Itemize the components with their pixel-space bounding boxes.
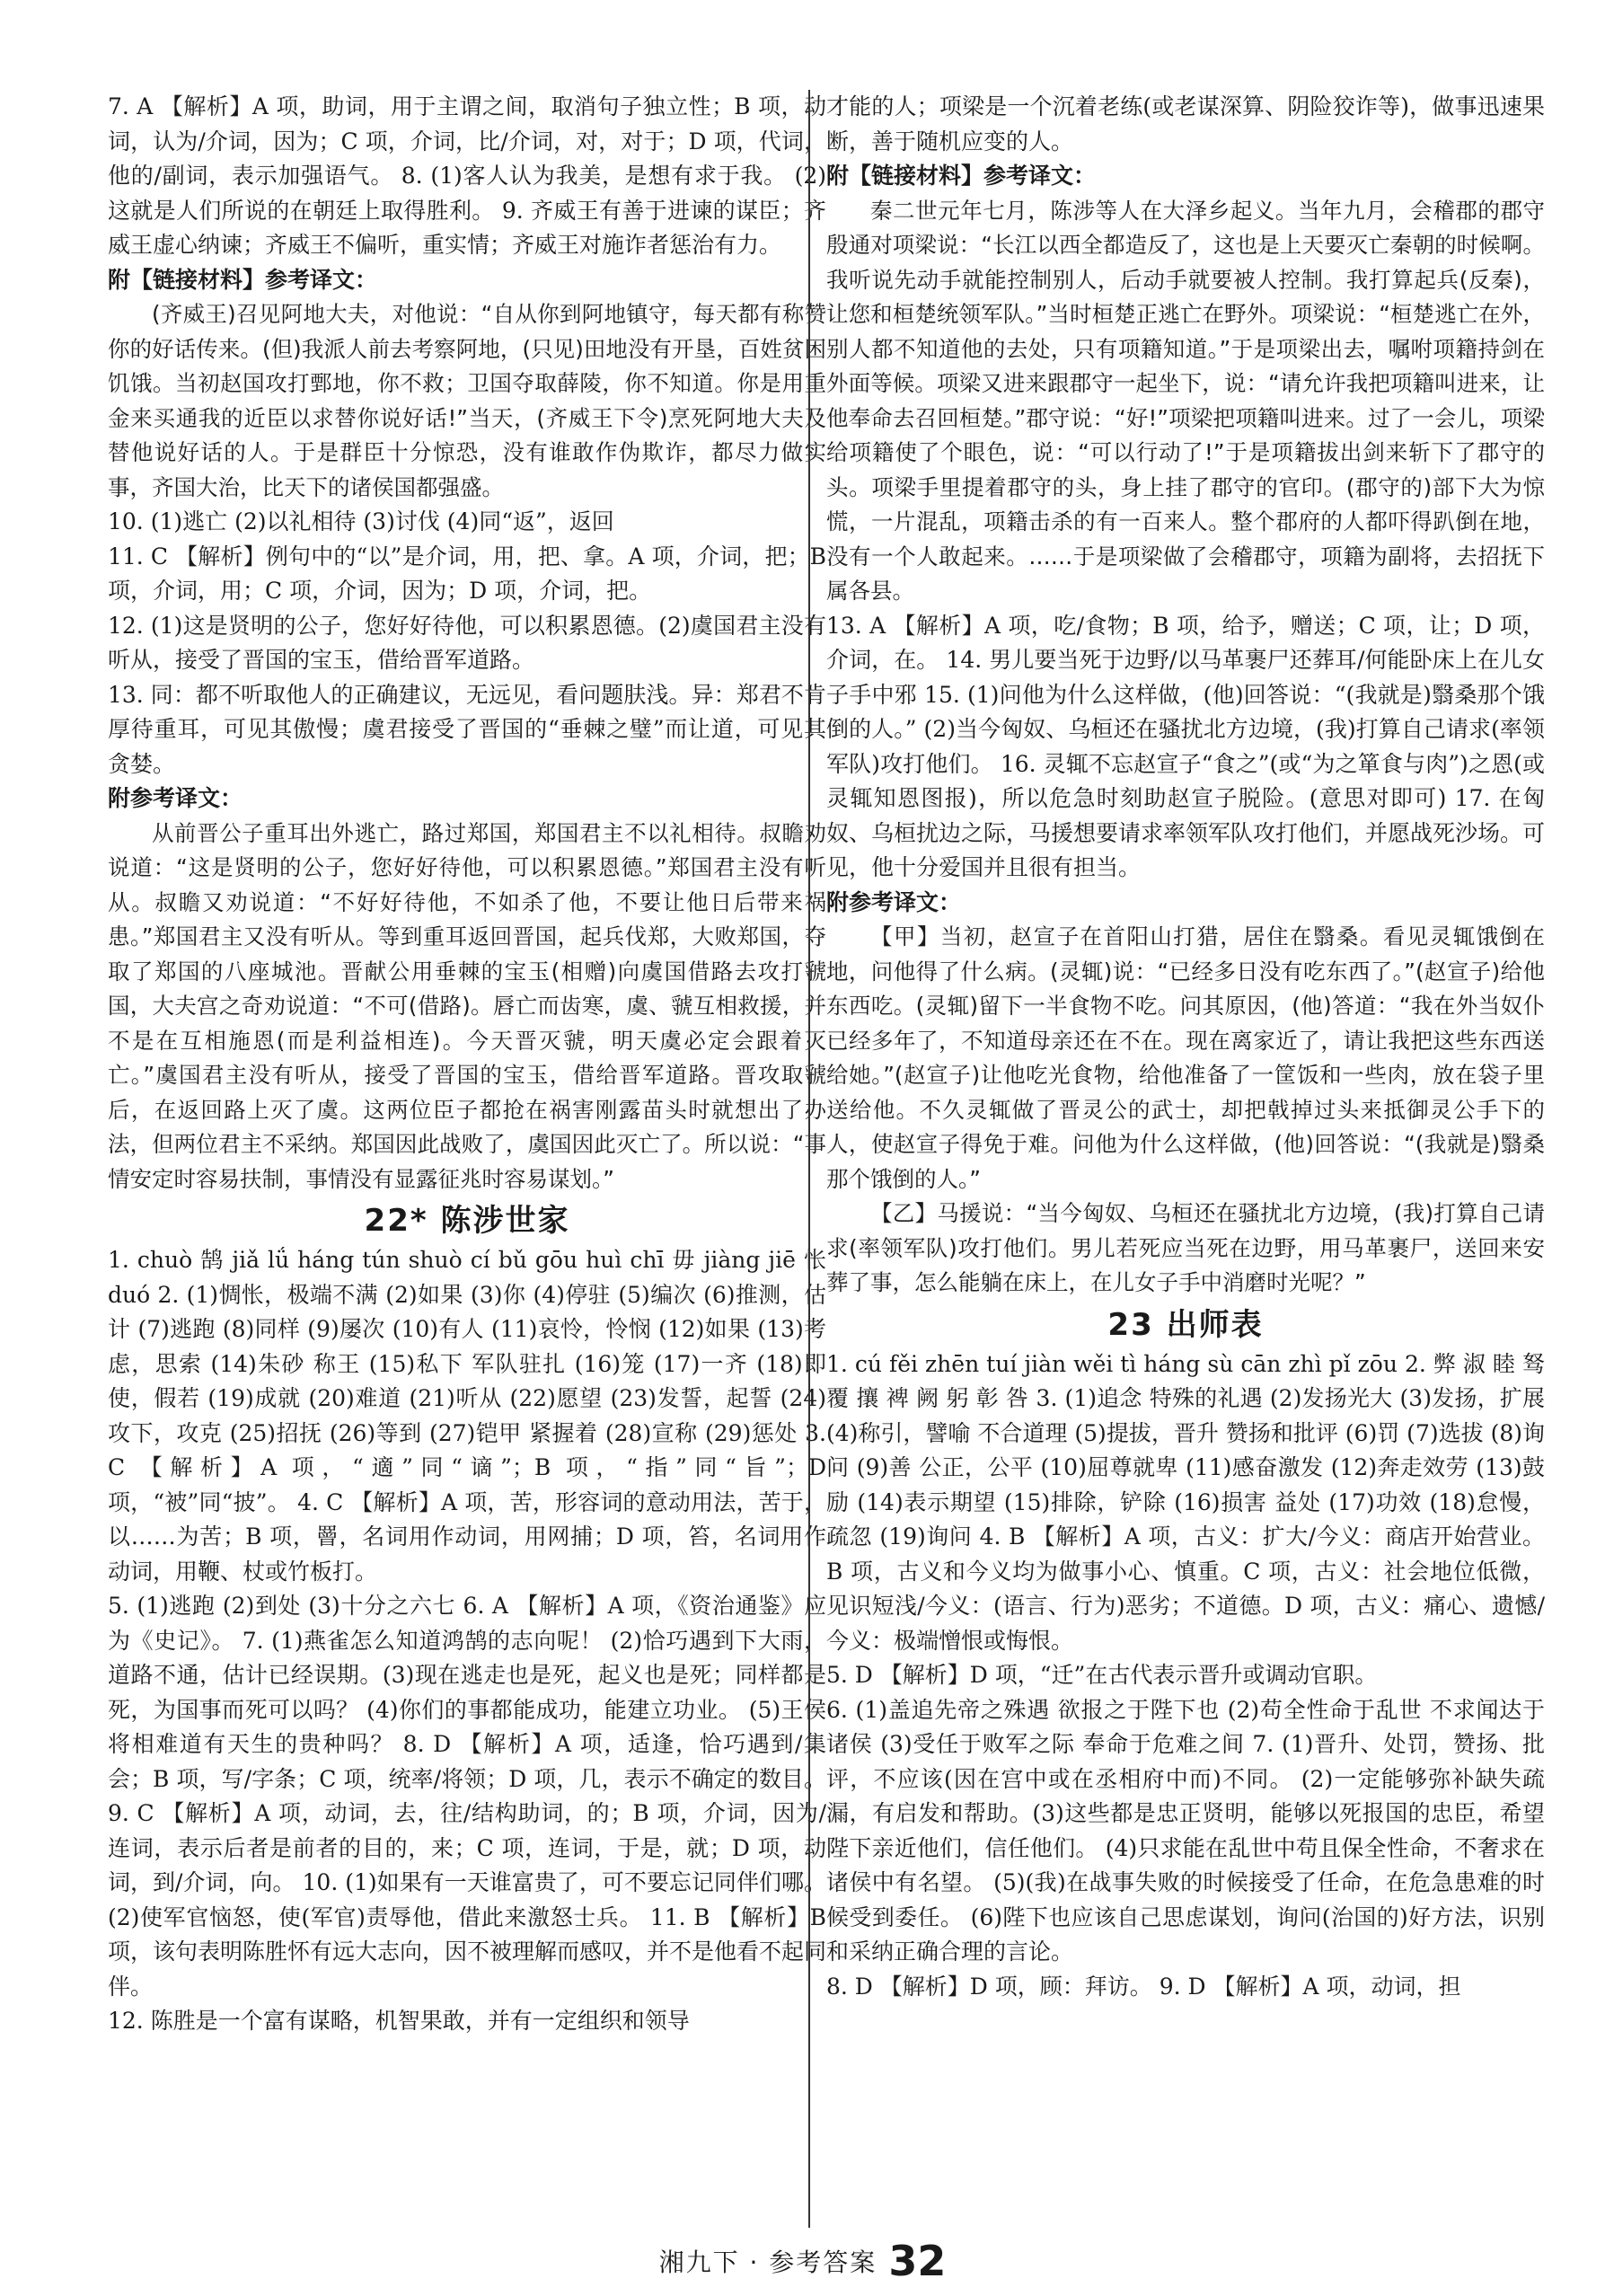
right-column: [826, 90, 1545, 2232]
translation-heading: 附参考译文：: [108, 785, 243, 811]
translation-heading: 附【链接材料】参考译文：: [108, 266, 378, 293]
answer-paragraph: 5. D 【解析】D 项，“迁”在古代表示晋升或调动官职。: [826, 1662, 1378, 1688]
left-column: [108, 90, 826, 2232]
answer-paragraph: 12. (1)这是贤明的公子，您好好待他，可以积累恩德。(2)虞国君主没有听从，接受了晋国的宝玉，借给晋军道路。: [108, 612, 826, 673]
answer-paragraph: 才能的人；项梁是一个沉着老练(或老谋深算、阴险狡诈等)，做事迅速果断，善于随机应变的人。: [826, 93, 1545, 155]
answer-paragraph: 13. A 【解析】A 项，吃/食物；B 项，给予，赠送；C 项，让；D 项，介词，在。 14. 男儿要当死于边野/以马革裹尸还葬耳/何能卧床上在儿女子手中邪 15. (1)问他为什么这样做，(他)回答说：“(我就是)翳桑那个饿倒的人。” (2)当今匈奴、乌桓还在骚扰北方边境，(我)打算自己请求(率领军队)攻打他们。 16. 灵辄不忘赵宣子“食之”(或“为之箪食与肉”)之恩(或灵辄知恩图报)，所以危急时刻助赵宣子脱险。(意思对即可) 17. 在匈奴、乌桓扰边之际，马援想要请求率领军队攻打他们，并愿战死沙场。可见，他十分爱国并且很有担当。: [826, 612, 1545, 880]
answer-paragraph: 8. D 【解析】D 项，顾：拜访。 9. D 【解析】A 项，动词，担: [826, 1973, 1461, 2000]
translation-paragraph: (齐威王)召见阿地大夫，对他说：“自从你到阿地镇守，每天都有称赞你的好话传来。(但)我派人前去考察阿地，(只见)田地没有开垦，百姓贫困饥饿。当初赵国攻打鄄地，你不救；卫国夺取薛陵，你不知道。你是用重金来买通我的近臣以求替你说好话!”当天，(齐威王下令)烹死阿地大夫及替他说好话的人。于是群臣十分惊恐，没有谁敢作伪欺诈，都尽力做实事，齐国大治，比天下的诸侯国都强盛。: [108, 301, 826, 500]
page-footer: [0, 2237, 1605, 2285]
answer-paragraph: 1. cú fěi zhēn tuí jiàn wěi tì háng sù cān zhì pǐ zōu 2. 弊 淑 睦 驽 覆 攘 裨 阙 躬 彰 咎 3. (1)追念 特殊的礼遇 (2)发扬光大 (3)发扬，扩展 (4)称引，譬喻 不合道理 (5)提拔，晋升 赞扬和批评 (6)罚 (7)选拔 (8)询问 (9)善 公正，公平 (10)屈尊就卑 (11)感奋激发 (12)奔走效劳 (13)鼓励 (14)表示期望 (15)排除，铲除 (16)损害 益处 (17)功效 (18)怠慢，疏忽 (19)询问 4. B 【解析】A 项，古义：扩大/今义：商店开始营业。B 项，古义和今义均为做事小心、慎重。C 项，古义：社会地位低微，见识短浅/今义：(语言、行为)恶劣；不道德。D 项，古义：痛心、遗憾/今义：极端憎恨或悔恨。: [826, 1350, 1545, 1654]
answer-paragraph: 6. (1)盖追先帝之殊遇 欲报之于陛下也 (2)苟全性命于乱世 不求闻达于诸侯 (3)受任于败军之际 奉命于危难之间 7. (1)晋升、处罚，赞扬、批评，不应该(因在宫中或在丞相府中而)不同。 (2)一定能够弥补缺失疏漏，有启发和帮助。(3)这些都是忠正贤明，能够以死报国的忠臣，希望陛下亲近他们，信任他们。 (4)只求能在乱世中苟且保全性命，不奢求在诸侯中有名望。 (5)(我)在战事失败的时候接受了任命，在危急患难的时候受到委任。 (6)陛下也应该自己思虑谋划，询问(治国的)好方法，识别和采纳正确合理的言论。: [826, 1696, 1545, 1965]
answer-paragraph: 10. (1)逃亡 (2)以礼相待 (3)讨伐 (4)同“返”，返回: [108, 508, 614, 534]
answer-paragraph: 7. A 【解析】A 项，助词，用于主谓之间，取消句子独立性；B 项，动词，认为/介词，因为；C 项，介词，比/介词，对，对于；D 项，代词，他的/副词，表示加强语气。 8. (1)客人认为我美，是想有求于我。 (2)这就是人们所说的在朝廷上取得胜利。 9. 齐威王有善于进谏的谋臣；齐威王虚心纳谏；齐威王不偏听，重实情；齐威王对施诈者惩治有力。: [108, 93, 826, 258]
answer-paragraph: 5. (1)逃跑 (2)到处 (3)十分之六七 6. A 【解析】A 项，《资治通鉴》应为《史记》。 7. (1)燕雀怎么知道鸿鹄的志向呢！ (2)恰巧遇到下大雨，道路不通，估计已经误期。(3)现在逃走也是死，起义也是死；同样都是死，为国事而死可以吗？ (4)你们的事都能成功，能建立功业。 (5)王侯将相难道有天生的贵种吗？ 8. D 【解析】A 项，适逢，恰巧遇到/集会；B 项，写/字条；C 项，统率/将领；D 项，几，表示不确定的数目。 9. C 【解析】A 项，动词，去，往/结构助词，的；B 项，介词，因为/连词，表示后者是前者的目的，来；C 项，连词，于是，就；D 项，动词，到/介词，向。 10. (1)如果有一天谁富贵了，可不要忘记同伴们哪。 (2)使军官恼怒，使(军官)责辱他，借此来激怒士兵。 11. B 【解析】B 项，该句表明陈胜怀有远大志向，因不被理解而感叹，并不是他看不起同伴。: [108, 1593, 826, 2000]
footer-title: 湘九下 · 参考答案: [658, 2247, 877, 2277]
column-divider: [808, 90, 810, 2228]
translation-heading: 附参考译文：: [826, 888, 962, 915]
section-title: 22* 陈涉世家: [364, 1203, 570, 1239]
answer-paragraph: 11. C 【解析】例句中的“以”是介词，用，把、拿。A 项，介词，把；B 项，介词，用；C 项，介词，因为；D 项，介词，把。: [108, 543, 826, 604]
translation-paragraph: 【乙】马援说：“当今匈奴、乌桓还在骚扰北方边境，(我)打算自己请求(率领军队)攻打他们。男儿若死应当死在边野，用马革裹尸，送回来安葬了事，怎么能躺在床上，在儿女子手中消磨时光呢？”: [826, 1200, 1545, 1295]
answer-paragraph: 13. 同：都不听取他人的正确建议，无远见，看问题肤浅。异：郑君不肯厚待重耳，可见其傲慢；虞君接受了晋国的“垂棘之璧”而让道，可见其贪婪。: [108, 681, 826, 777]
answer-paragraph: 1. chuò 鹄 jiǎ lǘ háng tún shuò cí bǔ gōu huì chī 毋 jiàng jiē 怅 duó 2. (1)惆怅，极端不满 (2)如果 (3)你 (4)停驻 (5)编次 (6)推测，估计 (7)逃跑 (8)同样 (9)屡次 (10)有人 (11)哀怜，怜悯 (12)如果 (13)考虑，思索 (14)朱砂 称王 (15)私下 军队驻扎 (16)笼 (17)一齐 (18)即使，假若 (19)成就 (20)难道 (21)听从 (22)愿望 (23)发誓，起誓 (24)攻下，攻克 (25)招抚 (26)等到 (27)铠甲 紧握着 (28)宣称 (29)惩处 3. C 【解析】A 项，“適”同“谪”；B 项，“指”同“旨”；D 项，“被”同“披”。 4. C 【解析】A 项，苦，形容词的意动用法，苦于，以……为苦；B 项，罾，名词用作动词，用网捕；D 项，笞，名词用作动词，用鞭、杖或竹板打。: [108, 1247, 826, 1585]
answer-paragraph: 12. 陈胜是一个富有谋略，机智果敢，并有一定组织和领导: [108, 2008, 690, 2034]
translation-paragraph: 秦二世元年七月，陈涉等人在大泽乡起义。当年九月，会稽郡的郡守殷通对项梁说：“长江以西全都造反了，这也是上天要灭亡秦朝的时候啊。我听说先动手就能控制别人，后动手就要被人控制。我打算起兵(反秦)，让您和桓楚统领军队。”当时桓楚正逃亡在野外。项梁说：“桓楚逃亡在外，别人都不知道他的去处，只有项籍知道。”于是项梁出去，嘱咐项籍持剑在外面等候。项梁又进来跟郡守一起坐下，说：“请允许我把项籍叫进来，让他奉命去召回桓楚。”郡守说：“好!”项梁把项籍叫进来。过了一会儿，项梁给项籍使了个眼色，说：“可以行动了!”于是项籍拔出剑来斩下了郡守的头。项梁手里提着郡守的头，身上挂了郡守的官印。(郡守的)部下大为惊慌，一片混乱，项籍击杀的有一百来人。整个郡府的人都吓得趴倒在地，没有一个人敢起来。……于是项梁做了会稽郡守，项籍为副将，去招抚下属各县。: [826, 197, 1545, 604]
translation-paragraph: 从前晋公子重耳出外逃亡，路过郑国，郑国君主不以礼相待。叔瞻劝说道：“这是贤明的公子，您好好待他，可以积累恩德。”郑国君主没有听从。叔瞻又劝说道：“不好好待他，不如杀了他，不要让他日后带来祸患。”郑国君主又没有听从。等到重耳返回晋国，起兵伐郑，大败郑国，夺取了郑国的八座城池。晋献公用垂棘的宝玉(相赠)向虞国借路去攻打虢国，大夫宫之奇劝说道：“不可(借路)。唇亡而齿寒，虞、虢互相救援，并不是在互相施恩(而是利益相连)。今天晋灭虢，明天虞必定会跟着灭亡。”虞国君主没有听从，接受了晋国的宝玉，借给晋军道路。晋攻取虢后，在返回路上灭了虞。这两位臣子都抢在祸害刚露苗头时就想出了办法，但两位君主不采纳。郑国因此战败了，虞国因此灭亡了。所以说：“事情安定时容易扶制，事情没有显露征兆时容易谋划。”: [108, 819, 826, 1192]
page-number: 32: [888, 2237, 947, 2285]
translation-paragraph: 【甲】当初，赵宣子在首阳山打猎，居住在翳桑。看见灵辄饿倒在地，问他得了什么病。(灵辄)说：“已经多日没有吃东西了。”(赵宣子)给他东西吃。(灵辄)留下一半食物不吃。问其原因，(他)答道：“我在外当奴仆已经多年了，不知道母亲还在不在。现在离家近了，请让我把这些东西送给她。”(赵宣子)让他吃光食物，给他准备了一筐饭和一些肉，放在袋子里送给他。不久灵辄做了晋灵公的武士，却把戟掉过头来抵御灵公手下的人，使赵宣子得免于难。问他为什么这样做，(他)回答说：“(我就是)翳桑那个饿倒的人。”: [826, 923, 1545, 1192]
section-title: 23 出师表: [1107, 1306, 1264, 1343]
translation-heading: 附【链接材料】参考译文：: [826, 163, 1097, 189]
